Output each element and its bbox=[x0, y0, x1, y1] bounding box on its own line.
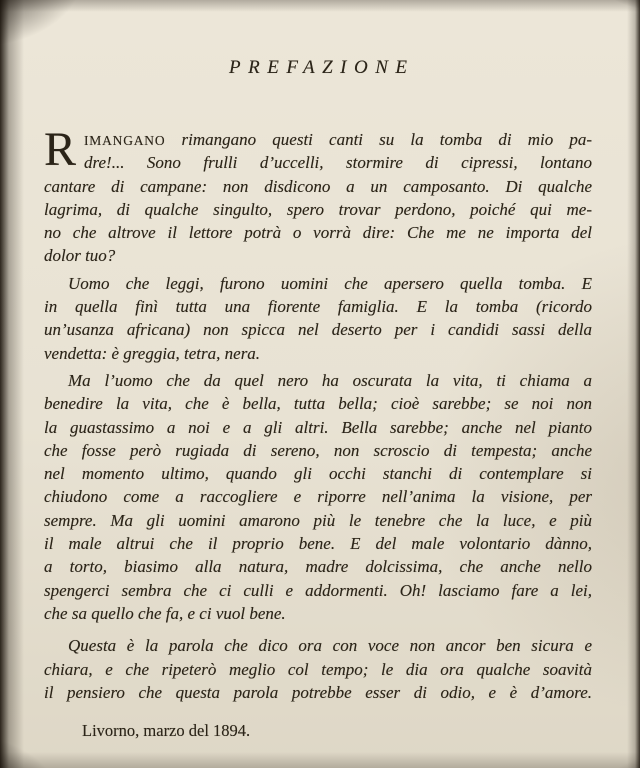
text-line: Questa è la parola che dico ora con voce non ancor ben sicura e bbox=[68, 636, 592, 656]
text-line: nel momento ultimo, quando gli occhi stanchi di contemplare si bbox=[44, 464, 592, 484]
text-line: Ma l’uomo che da quel nero ha oscurata la vita, ti chiama a bbox=[68, 370, 592, 390]
text-line: benedire la vita, che è bella, tutta bella; cioè sarebbe; se noi non bbox=[44, 394, 592, 414]
text-line: che fosse però rugiada di sereno, non scroscio di tempesta; anche bbox=[44, 440, 592, 460]
lead-small-caps: IMANGANO bbox=[84, 133, 166, 148]
paragraph-4 bbox=[44, 634, 592, 704]
text-line-segment: rimangano questi canti su la tomba di mio pa- bbox=[181, 130, 592, 149]
text-line: chiudono come a raccogliere e riporre nell’anima la visione, per bbox=[44, 487, 592, 507]
text-line: il male altrui che il proprio bene. E del male volontario dànno, bbox=[44, 534, 592, 554]
text-line: a torto, biasimo alla natura, madre dolcissima, che anche nello bbox=[44, 557, 592, 577]
text-line: dolor tuo? bbox=[44, 246, 116, 266]
paragraph-3 bbox=[44, 369, 592, 625]
text-line: il pensiero che questa parola potrebbe esser di odio, e è d’amore. bbox=[44, 682, 592, 702]
text-line: che sa quello che fa, e ci vuol bene. bbox=[44, 603, 286, 623]
text-line: sempre. Ma gli uomini amarono più le tenebre che la luce, e più bbox=[44, 510, 592, 530]
dateline: Livorno, marzo del 1894. bbox=[82, 721, 251, 741]
text-line: dre!... Sono frulli d’uccelli, stormire di cipressi, lontano bbox=[84, 153, 592, 173]
drop-cap: R bbox=[44, 123, 77, 176]
text-line: un’usanza africana) non spicca nel deserto per i candidi sassi della bbox=[44, 320, 592, 340]
preface-content bbox=[44, 0, 592, 742]
text-line: cantare di campane: non disdicono a un camposanto. Di qualche bbox=[44, 176, 592, 196]
page-title: PREFAZIONE bbox=[229, 57, 415, 78]
text-line: la guastassimo a noi e a gli altri. Bella sarebbe; anche nel pianto bbox=[44, 417, 592, 437]
text-line: in quella finì tutta una fiorente famiglia. E la tomba (ricordo bbox=[44, 297, 592, 317]
text-line: vendetta: è greggia, tetra, nera. bbox=[44, 343, 261, 363]
text-line: Uomo che leggi, furono uomini che apersero quella tomba. E bbox=[68, 273, 592, 293]
paragraph-2 bbox=[44, 272, 592, 365]
paragraph-1 bbox=[44, 123, 592, 268]
text-line: no che altrove il lettore potrà o vorrà dire: Che me ne importa del bbox=[44, 223, 592, 243]
text-line: lagrima, di qualche singulto, spero trovar perdono, poiché qui me- bbox=[44, 199, 592, 219]
text-line: spengerci sembra che ci culli e addormenti. Oh! lasciamo fare a lei, bbox=[44, 580, 592, 600]
text-line: chiara, e che ripeterò meglio col tempo; le dia ora qualche soavità bbox=[44, 659, 592, 679]
